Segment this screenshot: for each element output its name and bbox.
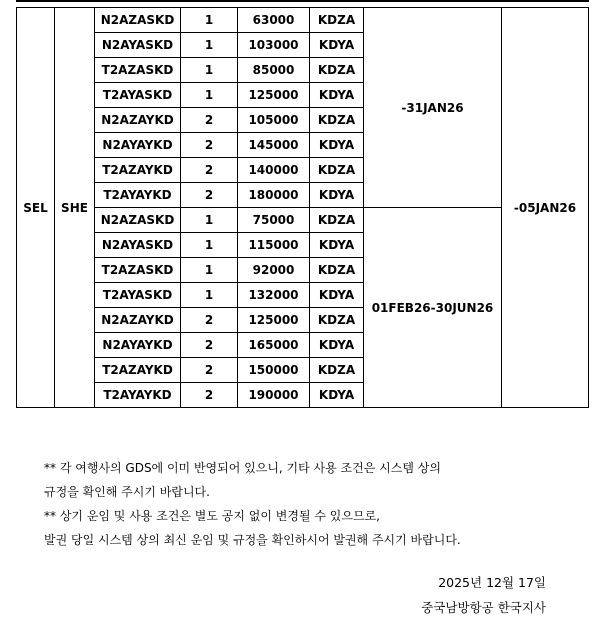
fare-basis-cell: N2AZASKD <box>95 8 181 33</box>
table-row <box>17 8 589 33</box>
fare-basis-cell: N2AYASKD <box>95 233 181 258</box>
rbd-code-cell: KDZA <box>310 208 364 233</box>
fare-amount-cell: 150000 <box>238 358 310 383</box>
pax-cell: 2 <box>181 383 238 408</box>
fare-basis-cell: T2AYAYKD <box>95 383 181 408</box>
note-line-3: ** 상기 운임 및 사용 조건은 별도 공지 없이 변경될 수 있으므로, <box>44 509 380 523</box>
issuer-name: 중국남방항공 한국지사 <box>421 600 546 615</box>
fare-basis-cell: N2AZASKD <box>95 208 181 233</box>
fare-basis-cell: T2AYASKD <box>95 283 181 308</box>
fare-basis-cell: N2AZAYKD <box>95 108 181 133</box>
rbd-code-cell: KDZA <box>310 258 364 283</box>
rbd-code-cell: KDYA <box>310 133 364 158</box>
ticketing-period-cell: -05JAN26 <box>502 8 589 408</box>
fare-amount-cell: 190000 <box>238 383 310 408</box>
pax-cell: 1 <box>181 83 238 108</box>
rbd-code-cell: KDYA <box>310 83 364 108</box>
footer <box>421 570 546 620</box>
fare-amount-cell: 140000 <box>238 158 310 183</box>
fare-amount-cell: 63000 <box>238 8 310 33</box>
fare-basis-cell: N2AYAYKD <box>95 333 181 358</box>
issue-date: 2025년 12월 17일 <box>438 575 546 590</box>
rbd-code-cell: KDZA <box>310 358 364 383</box>
note-line-2: 규정을 확인해 주시기 바랍니다. <box>44 485 210 499</box>
fare-amount-cell: 180000 <box>238 183 310 208</box>
fare-basis-cell: N2AYAYKD <box>95 133 181 158</box>
fare-amount-cell: 85000 <box>238 58 310 83</box>
rbd-code-cell: KDZA <box>310 58 364 83</box>
fare-basis-cell: T2AYAYKD <box>95 183 181 208</box>
note-line-1: ** 각 여행사의 GDS에 이미 반영되어 있으니, 기타 사용 조건은 시스템 상의 <box>44 461 441 475</box>
fare-amount-cell: 105000 <box>238 108 310 133</box>
pax-cell: 1 <box>181 58 238 83</box>
note-line-4: 발권 당일 시스템 상의 최신 운임 및 규정을 확인하시어 발권해 주시기 바랍니다. <box>44 533 461 547</box>
fare-basis-cell: T2AZASKD <box>95 58 181 83</box>
fare-amount-cell: 103000 <box>238 33 310 58</box>
fare-amount-cell: 125000 <box>238 83 310 108</box>
pax-cell: 1 <box>181 283 238 308</box>
fare-amount-cell: 125000 <box>238 308 310 333</box>
fare-amount-cell: 145000 <box>238 133 310 158</box>
fare-basis-cell: N2AZAYKD <box>95 308 181 333</box>
rbd-code-cell: KDYA <box>310 383 364 408</box>
fare-table <box>16 7 589 408</box>
pax-cell: 2 <box>181 308 238 333</box>
rbd-code-cell: KDZA <box>310 158 364 183</box>
fare-amount-cell: 132000 <box>238 283 310 308</box>
travel-period-cell: 01FEB26-30JUN26 <box>364 208 502 408</box>
pax-cell: 1 <box>181 258 238 283</box>
notes <box>44 456 461 552</box>
pax-cell: 2 <box>181 133 238 158</box>
pax-cell: 2 <box>181 333 238 358</box>
rbd-code-cell: KDYA <box>310 333 364 358</box>
pax-cell: 1 <box>181 233 238 258</box>
fare-amount-cell: 92000 <box>238 258 310 283</box>
rbd-code-cell: KDZA <box>310 8 364 33</box>
pax-cell: 2 <box>181 358 238 383</box>
pax-cell: 1 <box>181 208 238 233</box>
travel-period-cell: -31JAN26 <box>364 8 502 208</box>
pax-cell: 1 <box>181 33 238 58</box>
rbd-code-cell: KDYA <box>310 183 364 208</box>
pax-cell: 2 <box>181 183 238 208</box>
rbd-code-cell: KDYA <box>310 283 364 308</box>
pax-cell: 2 <box>181 108 238 133</box>
pax-cell: 1 <box>181 8 238 33</box>
fare-basis-cell: T2AZASKD <box>95 258 181 283</box>
table-top-border <box>16 0 589 2</box>
fare-amount-cell: 165000 <box>238 333 310 358</box>
rbd-code-cell: KDZA <box>310 108 364 133</box>
fare-basis-cell: N2AYASKD <box>95 33 181 58</box>
pax-cell: 2 <box>181 158 238 183</box>
fare-basis-cell: T2AZAYKD <box>95 358 181 383</box>
rbd-code-cell: KDZA <box>310 308 364 333</box>
fare-basis-cell: T2AZAYKD <box>95 158 181 183</box>
fare-amount-cell: 75000 <box>238 208 310 233</box>
rbd-code-cell: KDYA <box>310 233 364 258</box>
fare-basis-cell: T2AYASKD <box>95 83 181 108</box>
destination-cell: SHE <box>55 8 95 408</box>
origin-cell: SEL <box>17 8 55 408</box>
rbd-code-cell: KDYA <box>310 33 364 58</box>
fare-amount-cell: 115000 <box>238 233 310 258</box>
